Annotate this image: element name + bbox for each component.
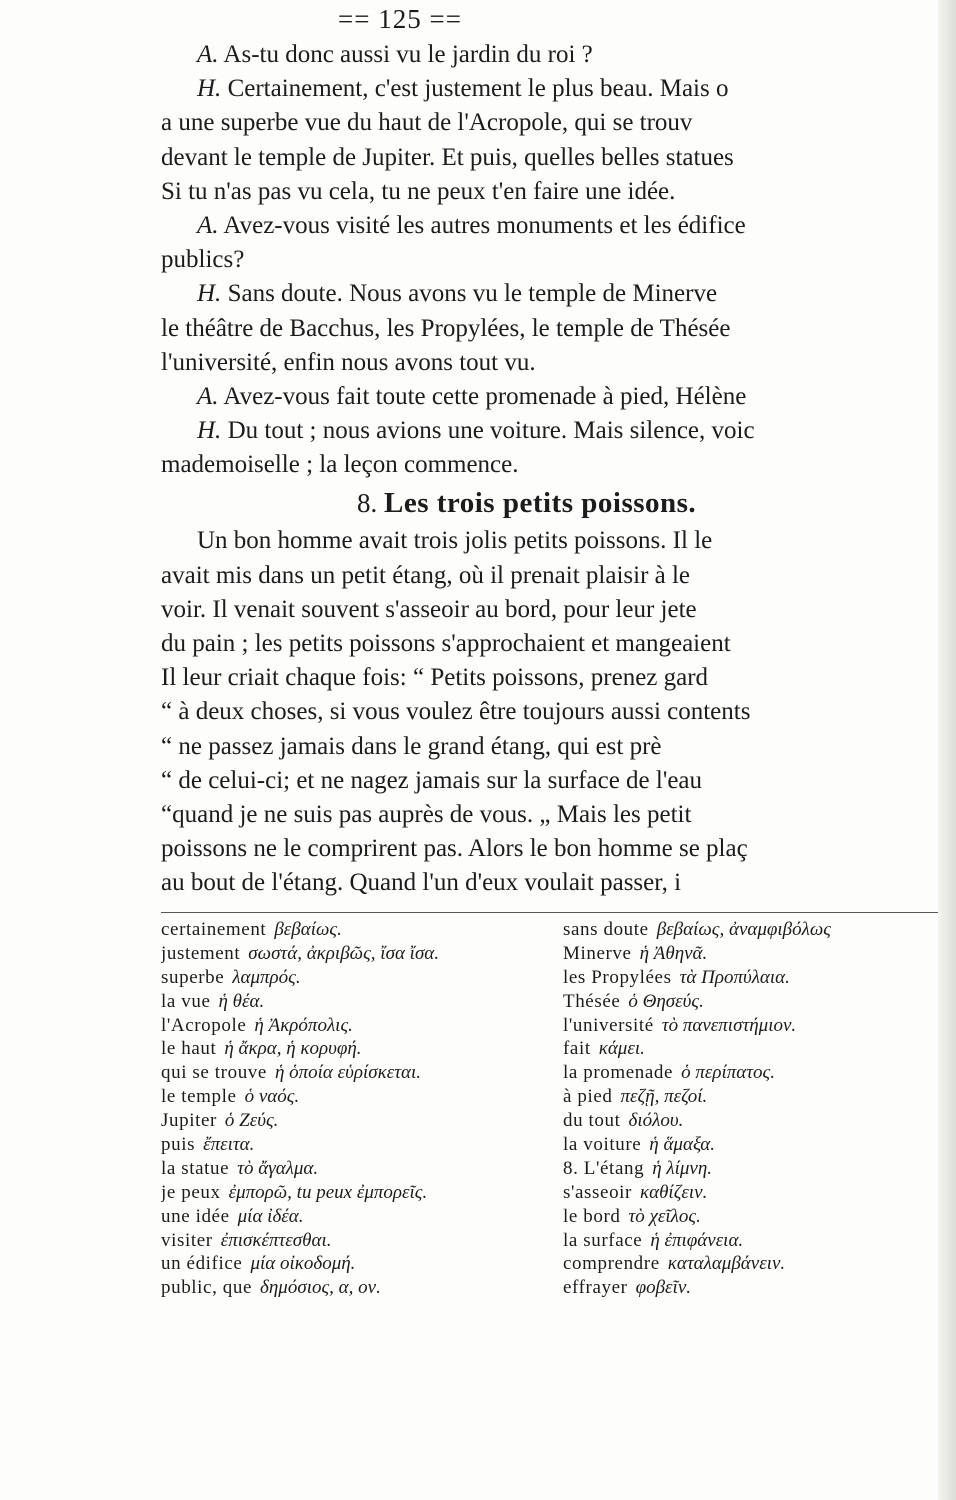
french-term: Minerve — [563, 942, 632, 964]
vocab-entry — [161, 1157, 561, 1181]
vocab-entry — [563, 1276, 943, 1300]
french-term: la vue — [161, 990, 211, 1012]
dialogue-text: devant le temple de Jupiter. Et puis, quelles belles statues — [161, 143, 734, 171]
french-term: effrayer — [563, 1277, 628, 1299]
vocab-entry — [161, 1229, 561, 1253]
dialogue-text: a une superbe vue du haut de l'Acropole, qui se trouv — [161, 109, 693, 137]
french-term: fait — [563, 1038, 591, 1060]
page-number-rule-right: == — [429, 4, 462, 34]
dialogue-line — [161, 106, 937, 140]
french-term: les Propylées — [563, 966, 672, 988]
greek-term: ἡ Ἀκρόπολις. — [254, 1014, 353, 1036]
vocab-entry — [161, 942, 561, 966]
french-term: la statue — [161, 1157, 230, 1179]
french-term: la surface — [563, 1229, 643, 1251]
dialogue-line — [161, 277, 937, 311]
french-term: visiter — [161, 1229, 213, 1251]
story-line: au bout de l'étang. Quand l'un d'eux voulait passer, i — [161, 869, 682, 897]
french-term: la voiture — [563, 1134, 642, 1156]
dialogue-line — [161, 414, 937, 448]
vocab-entry — [563, 1205, 943, 1229]
section-number: 8. — [357, 488, 378, 519]
vocab-entry — [161, 1109, 561, 1133]
greek-term: μία ἰδέα. — [237, 1205, 304, 1227]
page-number — [0, 4, 800, 35]
greek-term: ἡ ὁποία εὑρίσκεται. — [274, 1062, 422, 1084]
dialogue-line — [161, 243, 937, 277]
greek-term: τὰ Προπύλαια. — [679, 966, 790, 988]
vocab-entry — [161, 1252, 561, 1276]
french-term: la promenade — [563, 1062, 674, 1084]
dialogue-text: Sans doute. Nous avons vu le temple de Minerve — [227, 280, 718, 308]
greek-term: ἡ ἐπιφάνεια. — [650, 1229, 744, 1251]
french-term: comprendre — [563, 1253, 660, 1275]
greek-term: ὁ Θησεύς. — [628, 990, 704, 1012]
dialogue-text: l'université, enfin nous avons tout vu. — [161, 348, 536, 376]
french-term: superbe — [161, 966, 225, 988]
vocab-entry — [563, 1085, 943, 1109]
vocab-entry — [563, 1157, 943, 1181]
story-line: Il leur criait chaque fois: “ Petits poissons, prenez gard — [161, 664, 709, 692]
french-term: puis — [161, 1134, 196, 1156]
page-number-value: 125 — [378, 4, 422, 34]
greek-term: βεβαίως. — [274, 919, 342, 940]
vocab-entry — [161, 966, 561, 990]
greek-term: ὁ ναός. — [244, 1086, 300, 1108]
french-term: le temple — [161, 1086, 237, 1108]
greek-term: ἔπειτα. — [203, 1134, 255, 1156]
french-term: une idée — [161, 1205, 230, 1227]
story-line: “ de celui-ci; et ne nagez jamais sur la surface de l'eau — [161, 766, 703, 794]
dialogue-line — [161, 175, 937, 209]
french-term: sans doute — [563, 919, 649, 940]
vocab-entry — [161, 1205, 561, 1229]
vocab-entry — [161, 1181, 561, 1205]
section-heading — [161, 482, 937, 524]
greek-term: δημόσιος, α, ον. — [260, 1277, 381, 1299]
greek-term: ἐπισκέπτεσθαι. — [220, 1229, 332, 1251]
vocab-entry — [563, 942, 943, 966]
story-line: voir. Il venait souvent s'asseoir au bord, pour leur jete — [161, 595, 697, 623]
dialogue-line — [161, 72, 937, 106]
french-term: s'asseoir — [563, 1181, 632, 1203]
story-line: Un bon homme avait trois jolis petits poissons. Il le — [197, 527, 713, 555]
vocabulary-list-right — [563, 918, 943, 1300]
dialogue-text: Certainement, c'est justement le plus beau. Mais o — [227, 75, 729, 103]
french-term: à pied — [563, 1086, 613, 1108]
greek-term: ἡ θέα. — [218, 990, 265, 1012]
greek-term: καθίζειν. — [639, 1181, 708, 1203]
vocab-entry — [161, 1085, 561, 1109]
story-line: avait mis dans un petit étang, où il prenait plaisir à le — [161, 561, 691, 589]
french-term: justement — [161, 942, 241, 964]
speaker-label: A. — [197, 382, 219, 410]
vocab-entry — [563, 918, 943, 942]
vocab-entry — [563, 1061, 943, 1085]
dialogue-text: As-tu donc aussi vu le jardin du roi ? — [223, 41, 593, 68]
vocab-entry — [161, 1037, 561, 1061]
vocab-entry — [563, 990, 943, 1014]
vocab-entry — [563, 1109, 943, 1133]
dialogue-text: le théâtre de Bacchus, les Propylées, le temple de Thésée — [161, 314, 731, 342]
section-title: Les trois petits poissons. — [384, 487, 697, 520]
greek-term: τὸ ἄγαλμα. — [237, 1157, 319, 1179]
vocab-entry — [161, 990, 561, 1014]
french-term: Thésée — [563, 990, 621, 1012]
french-term: public, que — [161, 1277, 253, 1299]
story-line: “ ne passez jamais dans le grand étang, qui est prè — [161, 732, 662, 760]
dialogue-text: Avez-vous visité les autres monuments et les édifice — [223, 211, 746, 239]
dialogue-line — [161, 346, 937, 380]
greek-term: ἐμπορῶ, tu peux ἐμπορεῖς. — [228, 1181, 428, 1203]
vocab-entry — [563, 1133, 943, 1157]
greek-term: ὁ Ζεύς. — [224, 1110, 279, 1132]
greek-term: διόλου. — [628, 1110, 684, 1132]
greek-term: ἡ ἄκρα, ἡ κορυφή. — [224, 1038, 362, 1060]
vocab-entry — [161, 918, 561, 942]
french-term: certainement — [161, 919, 267, 940]
vocab-entry — [161, 1276, 561, 1300]
french-term: l'université — [563, 1014, 654, 1036]
dialogue-line — [161, 448, 937, 482]
page-edge-shadow — [938, 0, 956, 1500]
french-term: un édifice — [161, 1253, 243, 1275]
main-text — [161, 38, 937, 901]
vocab-entry — [563, 1181, 943, 1205]
greek-term: πεζῇ, πεζοί. — [620, 1086, 708, 1108]
french-term: le bord — [563, 1205, 621, 1227]
dialogue-text: Avez-vous fait toute cette promenade à pied, Hélène — [223, 382, 747, 410]
greek-term: λαμπρός. — [232, 966, 301, 988]
french-term: Jupiter — [161, 1110, 217, 1132]
greek-term: κάμει. — [598, 1038, 645, 1060]
greek-term: ἡ Ἀθηνᾶ. — [639, 942, 708, 964]
speaker-label: H. — [197, 280, 222, 308]
greek-term: ἡ ἅμαξα. — [649, 1134, 716, 1156]
vocab-entry — [563, 966, 943, 990]
french-term: je peux — [161, 1181, 221, 1203]
vocab-entry — [563, 1037, 943, 1061]
page-number-rule-left: == — [338, 4, 371, 34]
vocab-entry — [161, 1133, 561, 1157]
greek-term: σωστά, ἀκριβῶς, ἴσα ἴσα. — [248, 942, 440, 964]
greek-term: καταλαμβάνειν. — [667, 1253, 786, 1275]
speaker-label: A. — [197, 211, 219, 239]
dialogue-text: Si tu n'as pas vu cela, tu ne peux t'en faire une idée. — [161, 177, 676, 205]
greek-term: βεβαίως, ἀναμφιβόλως — [656, 919, 831, 940]
dialogue-line — [161, 312, 937, 346]
dialogue-line — [161, 209, 937, 243]
greek-term: μία οἰκοδομή. — [250, 1253, 356, 1275]
french-term: du tout — [563, 1110, 621, 1132]
footnote-divider — [161, 912, 941, 913]
dialogue-text: publics? — [161, 246, 245, 274]
french-term: le haut — [161, 1038, 217, 1060]
dialogue-line — [161, 380, 937, 414]
speaker-label: A. — [197, 41, 219, 68]
greek-term: ὁ περίπατος. — [681, 1062, 775, 1084]
speaker-label: H. — [197, 417, 222, 445]
dialogue-text: Du tout ; nous avions une voiture. Mais silence, voic — [227, 417, 755, 445]
greek-term: τὸ χεῖλος. — [628, 1205, 701, 1227]
story-line: “ à deux choses, si vous voulez être toujours aussi contents — [161, 698, 751, 726]
vocab-entry — [563, 1014, 943, 1038]
greek-term: ἡ λίμνη. — [652, 1157, 713, 1179]
dialogue-line — [161, 141, 937, 175]
speaker-label: H. — [197, 75, 222, 103]
vocab-entry — [161, 1061, 561, 1085]
story-line: “quand je ne suis pas auprès de vous. „ Mais les petit — [161, 800, 692, 828]
dialogue-text: mademoiselle ; la leçon commence. — [161, 451, 519, 479]
vocab-entry — [563, 1229, 943, 1253]
greek-term: φοβεῖν. — [635, 1277, 692, 1299]
vocabulary-list-left — [161, 918, 561, 1300]
greek-term: τὸ πανεπιστήμιον. — [661, 1014, 797, 1036]
dialogue-line — [161, 38, 937, 72]
french-term: l'Acropole — [161, 1014, 247, 1036]
french-term: 8. L'étang — [563, 1157, 645, 1179]
french-term: qui se trouve — [161, 1062, 267, 1084]
story-line: du pain ; les petits poissons s'approchaient et mangeaient — [161, 630, 731, 657]
story-line: poissons ne le comprirent pas. Alors le bon homme se plaç — [161, 835, 748, 863]
vocab-entry — [161, 1014, 561, 1038]
vocab-entry — [563, 1252, 943, 1276]
